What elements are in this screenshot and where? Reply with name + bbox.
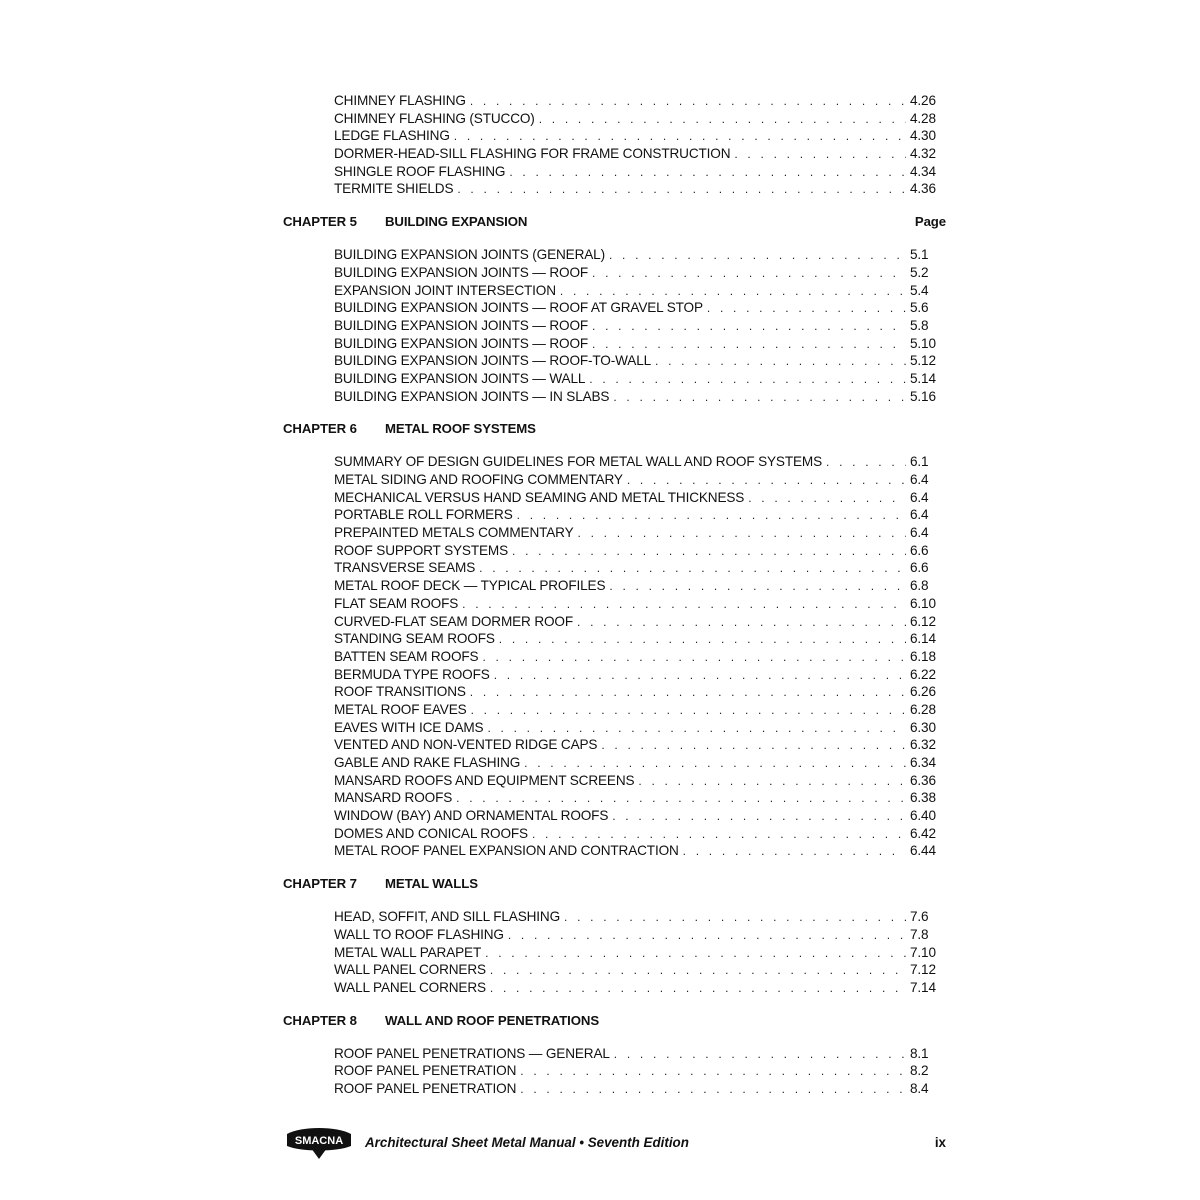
- toc-entry: [334, 595, 946, 613]
- dot-leader: [482, 649, 906, 667]
- footer-page-number: ix: [934, 1134, 946, 1150]
- entry-title: ROOF PANEL PENETRATION: [334, 1080, 517, 1096]
- chapter-entries: [334, 1045, 946, 1098]
- entry-page: 6.34: [910, 755, 936, 770]
- entry-title: BUILDING EXPANSION JOINTS — ROOF AT GRAVEL STOP: [334, 300, 703, 316]
- toc-entry: [334, 370, 946, 388]
- entry-page: 6.26: [910, 684, 936, 700]
- dot-leader: [499, 631, 906, 649]
- dot-leader: [454, 128, 906, 146]
- toc-entry: [334, 453, 946, 471]
- toc-entry: [334, 719, 946, 737]
- dot-leader: [479, 560, 906, 578]
- entry-title: CHIMNEY FLASHING (STUCCO): [334, 110, 535, 126]
- entry-page: 6.38: [910, 790, 936, 806]
- entry-page: 6.10: [910, 595, 936, 611]
- chapter-entries: [334, 453, 946, 860]
- dot-leader: [592, 265, 906, 283]
- dot-leader: [589, 371, 906, 389]
- entry-title: BUILDING EXPANSION JOINTS (GENERAL): [334, 247, 605, 263]
- chapter-title: METAL WALLS: [385, 876, 478, 892]
- dot-leader: [485, 945, 906, 963]
- entry-title: LEDGE FLASHING: [334, 128, 450, 144]
- dot-leader: [601, 737, 906, 755]
- entry-title: FLAT SEAM ROOFS: [334, 595, 459, 611]
- toc-entry: [334, 648, 946, 666]
- entry-page: 6.18: [910, 648, 936, 664]
- dot-leader: [471, 702, 906, 720]
- toc-entry: [334, 979, 946, 997]
- toc-entry: [334, 736, 946, 754]
- chapters-list: [283, 198, 946, 1098]
- toc-entry: [334, 825, 946, 843]
- page-footer: [283, 1124, 946, 1160]
- toc-entry: [334, 299, 946, 317]
- entry-page: 6.40: [910, 808, 936, 824]
- entry-title: METAL SIDING AND ROOFING COMMENTARY: [334, 472, 623, 487]
- chapter-heading: [283, 213, 946, 231]
- entry-title: PORTABLE ROLL FORMERS: [334, 507, 513, 523]
- entry-title: METAL ROOF DECK — TYPICAL PROFILES: [334, 578, 606, 594]
- entry-title: DOMES AND CONICAL ROOFS: [334, 825, 528, 841]
- entry-page: 6.4: [910, 507, 929, 523]
- dot-leader: [683, 843, 906, 861]
- dot-leader: [578, 525, 906, 543]
- entry-page: 4.28: [910, 110, 936, 126]
- table-of-contents: [283, 92, 946, 1098]
- toc-entry: [334, 524, 946, 542]
- entry-title: BUILDING EXPANSION JOINTS — ROOF-TO-WALL: [334, 353, 652, 369]
- toc-entry: [334, 352, 946, 370]
- entry-page: 7.12: [910, 962, 936, 978]
- chapter-heading: [283, 1012, 946, 1030]
- entry-page: 5.8: [910, 317, 929, 333]
- entry-page: 8.1: [910, 1045, 929, 1061]
- chapter-entries: [334, 908, 946, 996]
- entry-title: MANSARD ROOFS: [334, 790, 453, 806]
- entry-page: 7.8: [910, 926, 929, 942]
- dot-leader: [707, 300, 906, 318]
- entry-page: 4.36: [910, 181, 936, 197]
- toc-entry: [334, 163, 946, 181]
- entry-title: CHIMNEY FLASHING: [334, 93, 466, 108]
- entry-title: SUMMARY OF DESIGN GUIDELINES FOR METAL WALL AND ROOF SYSTEMS: [334, 454, 823, 470]
- entry-title: BUILDING EXPANSION JOINTS — IN SLABS: [334, 388, 610, 404]
- entry-page: 5.4: [910, 282, 929, 298]
- entry-title: ROOF PANEL PENETRATIONS — GENERAL: [334, 1045, 610, 1061]
- toc-entry: [334, 388, 946, 406]
- toc-entry: [334, 180, 946, 198]
- entry-page: 7.10: [910, 944, 936, 960]
- entry-page: 6.4: [910, 525, 929, 541]
- dot-leader: [456, 790, 906, 808]
- toc-entry: [334, 807, 946, 825]
- dot-leader: [470, 93, 906, 111]
- entry-page: 5.6: [910, 300, 929, 316]
- toc-entry: [334, 577, 946, 595]
- entry-title: WALL TO ROOF FLASHING: [334, 926, 504, 942]
- toc-entry: [334, 842, 946, 860]
- toc-entry: [334, 944, 946, 962]
- toc-entry: [334, 772, 946, 790]
- toc-entry: [334, 317, 946, 335]
- entry-page: 6.44: [910, 843, 936, 859]
- dot-leader: [826, 454, 906, 472]
- toc-entry: [334, 666, 946, 684]
- entry-page: 6.22: [910, 666, 936, 682]
- toc-entry: [334, 282, 946, 300]
- entry-page: 6.14: [910, 631, 936, 647]
- dot-leader: [560, 283, 906, 301]
- chapter-title: METAL ROOF SYSTEMS: [385, 421, 536, 437]
- entry-page: 6.42: [910, 825, 936, 841]
- chapter-title: WALL AND ROOF PENETRATIONS: [385, 1012, 600, 1028]
- dot-leader: [520, 1081, 906, 1099]
- dot-leader: [490, 962, 906, 980]
- entry-title: BERMUDA TYPE ROOFS: [334, 666, 490, 682]
- entry-title: MANSARD ROOFS AND EQUIPMENT SCREENS: [334, 772, 635, 788]
- toc-entry: [334, 145, 946, 163]
- entry-title: DORMER-HEAD-SILL FLASHING FOR FRAME CONSTRUCTION: [334, 146, 731, 162]
- dot-leader: [487, 720, 906, 738]
- entry-title: ROOF PANEL PENETRATION: [334, 1063, 517, 1079]
- entry-title: BUILDING EXPANSION JOINTS — WALL: [334, 370, 586, 386]
- entry-page: 5.16: [910, 388, 936, 404]
- entry-title: GABLE AND RAKE FLASHING: [334, 755, 521, 770]
- entry-page: 6.6: [910, 542, 929, 558]
- chapter-title: BUILDING EXPANSION: [385, 214, 528, 230]
- chapter-number: CHAPTER 7: [283, 876, 357, 892]
- toc-entry: [334, 1045, 946, 1063]
- entry-title: BUILDING EXPANSION JOINTS — ROOF: [334, 335, 589, 351]
- toc-entry: [334, 630, 946, 648]
- toc-entry: [334, 542, 946, 560]
- continued-entries: [334, 92, 946, 198]
- entry-title: BUILDING EXPANSION JOINTS — ROOF: [334, 317, 589, 333]
- dot-leader: [564, 909, 906, 927]
- dot-leader: [592, 336, 906, 354]
- entry-page: 5.12: [910, 353, 936, 369]
- toc-entry: [334, 683, 946, 701]
- entry-title: WINDOW (BAY) AND ORNAMENTAL ROOFS: [334, 808, 609, 824]
- entry-page: 5.2: [910, 264, 929, 280]
- toc-entry: [334, 559, 946, 577]
- entry-page: 4.32: [910, 146, 936, 162]
- entry-page: 6.32: [910, 737, 936, 753]
- entry-title: METAL ROOF EAVES: [334, 701, 467, 717]
- entry-page: 8.2: [910, 1063, 929, 1079]
- smacna-logo-icon: [283, 1124, 355, 1160]
- chapter-number: CHAPTER 5: [283, 214, 357, 230]
- toc-entry: [334, 471, 946, 489]
- dot-leader: [638, 773, 906, 791]
- dot-leader: [609, 578, 906, 596]
- dot-leader: [539, 111, 906, 129]
- dot-leader: [627, 472, 906, 490]
- entry-title: STANDING SEAM ROOFS: [334, 631, 495, 647]
- entry-page: 8.4: [910, 1080, 929, 1096]
- entry-title: WALL PANEL CORNERS: [334, 979, 486, 995]
- dot-leader: [609, 247, 906, 265]
- entry-title: WALL PANEL CORNERS: [334, 962, 486, 978]
- entry-page: 5.1: [910, 247, 929, 263]
- dot-leader: [517, 507, 906, 525]
- toc-entry: [334, 246, 946, 264]
- toc-entry: [334, 789, 946, 807]
- toc-entry: [334, 754, 946, 772]
- entry-title: EXPANSION JOINT INTERSECTION: [334, 282, 556, 298]
- toc-entry: [334, 489, 946, 507]
- entry-title: BATTEN SEAM ROOFS: [334, 648, 479, 664]
- toc-entry: [334, 92, 946, 110]
- dot-leader: [748, 490, 906, 508]
- toc-entry: [334, 961, 946, 979]
- entry-page: 4.26: [910, 93, 936, 108]
- dot-leader: [612, 808, 906, 826]
- dot-leader: [592, 318, 906, 336]
- entry-title: SHINGLE ROOF FLASHING: [334, 163, 506, 179]
- entry-title: ROOF SUPPORT SYSTEMS: [334, 542, 509, 558]
- toc-entry: [334, 110, 946, 128]
- entry-page: 7.6: [910, 909, 929, 925]
- entry-page: 6.4: [910, 489, 929, 505]
- entry-page: 4.34: [910, 163, 936, 179]
- dot-leader: [734, 146, 906, 164]
- dot-leader: [462, 596, 906, 614]
- entry-title: VENTED AND NON-VENTED RIDGE CAPS: [334, 737, 598, 753]
- entry-page: 6.36: [910, 772, 936, 788]
- entry-title: CURVED-FLAT SEAM DORMER ROOF: [334, 613, 574, 629]
- chapter-heading: [283, 875, 946, 893]
- dot-leader: [577, 614, 906, 632]
- toc-entry: [334, 1062, 946, 1080]
- toc-entry: [334, 926, 946, 944]
- toc-entry: [334, 335, 946, 353]
- entry-page: 6.30: [910, 719, 936, 735]
- entry-page: 6.1: [910, 454, 929, 470]
- toc-entry: [334, 1080, 946, 1098]
- page-column-header: Page: [914, 214, 946, 230]
- dot-leader: [524, 755, 906, 773]
- footer-title: Architectural Sheet Metal Manual • Seventh Edition: [365, 1134, 689, 1150]
- toc-entry: [334, 127, 946, 145]
- entry-page: 7.14: [910, 979, 936, 995]
- chapter-number: CHAPTER 6: [283, 421, 357, 437]
- entry-title: MECHANICAL VERSUS HAND SEAMING AND METAL THICKNESS: [334, 489, 745, 505]
- entry-title: TRANSVERSE SEAMS: [334, 560, 476, 576]
- toc-entry: [334, 701, 946, 719]
- entry-page: 6.12: [910, 613, 936, 629]
- entry-page: 6.4: [910, 472, 929, 487]
- entry-title: METAL WALL PARAPET: [334, 944, 482, 960]
- toc-entry: [334, 506, 946, 524]
- toc-entry: [334, 264, 946, 282]
- dot-leader: [509, 164, 906, 182]
- entry-page: 6.28: [910, 701, 936, 717]
- entry-title: BUILDING EXPANSION JOINTS — ROOF: [334, 264, 589, 280]
- logo-text: SMACNA: [294, 1135, 344, 1147]
- chapter-entries: [334, 246, 946, 405]
- entry-page: 4.30: [910, 128, 936, 144]
- dot-leader: [532, 826, 906, 844]
- entry-page: 6.6: [910, 560, 929, 576]
- dot-leader: [470, 684, 906, 702]
- entry-title: EAVES WITH ICE DAMS: [334, 719, 484, 735]
- chapter-number: CHAPTER 8: [283, 1012, 357, 1028]
- toc-entry: [334, 613, 946, 631]
- entry-title: PREPAINTED METALS COMMENTARY: [334, 525, 574, 541]
- entry-page: 6.8: [910, 578, 929, 594]
- dot-leader: [457, 181, 906, 199]
- entry-title: HEAD, SOFFIT, AND SILL FLASHING: [334, 909, 560, 925]
- entry-page: 5.10: [910, 335, 936, 351]
- toc-entry: [334, 908, 946, 926]
- dot-leader: [512, 543, 906, 561]
- dot-leader: [614, 1046, 906, 1064]
- dot-leader: [613, 389, 906, 407]
- dot-leader: [520, 1063, 906, 1081]
- entry-page: 5.14: [910, 370, 936, 386]
- entry-title: ROOF TRANSITIONS: [334, 684, 466, 700]
- dot-leader: [490, 980, 906, 998]
- chapter-heading: [283, 420, 946, 438]
- entry-title: METAL ROOF PANEL EXPANSION AND CONTRACTION: [334, 843, 679, 859]
- dot-leader: [508, 927, 906, 945]
- dot-leader: [494, 667, 906, 685]
- dot-leader: [655, 353, 906, 371]
- entry-title: TERMITE SHIELDS: [334, 181, 454, 197]
